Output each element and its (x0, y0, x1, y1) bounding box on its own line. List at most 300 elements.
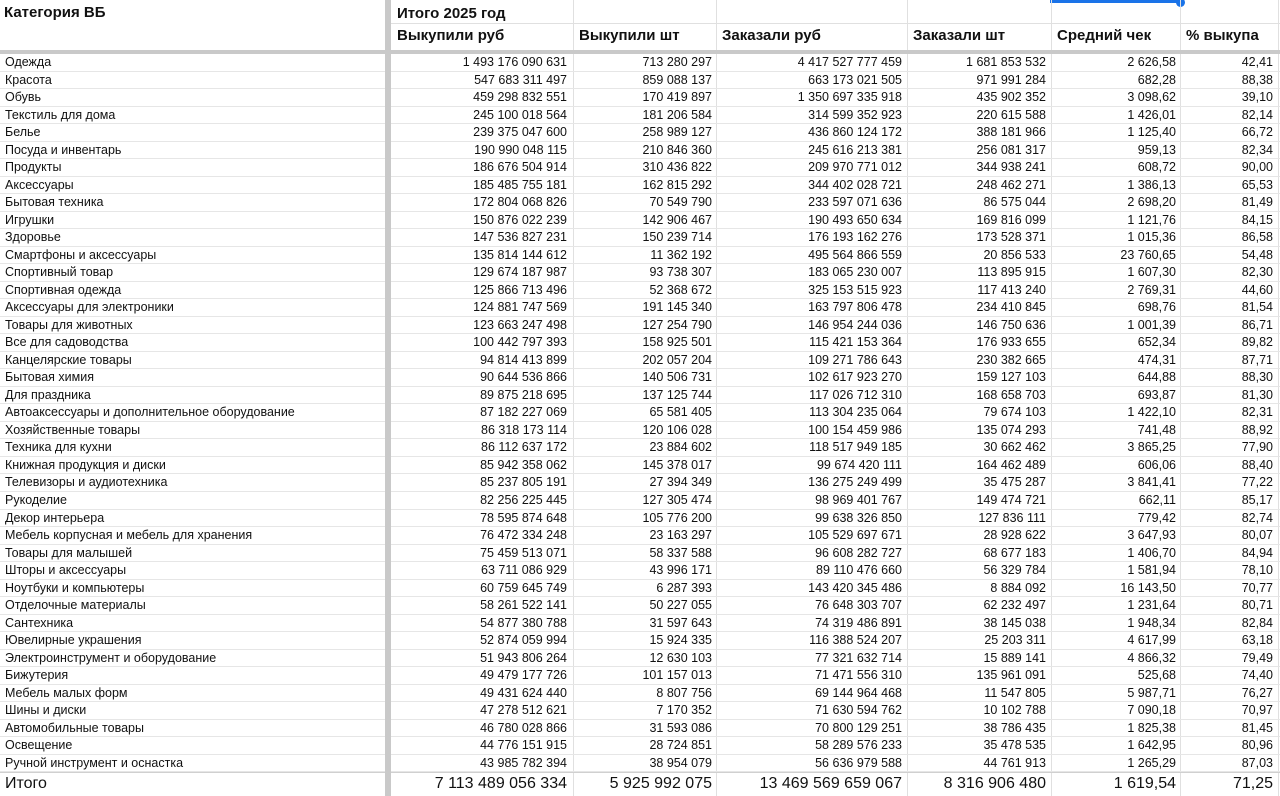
row-bought-pcs[interactable]: 142 906 467 (642, 212, 712, 227)
row-ordered-pcs[interactable]: 135 961 091 (976, 668, 1046, 683)
row-bought-pcs[interactable]: 258 989 127 (642, 125, 712, 140)
row-avg-check[interactable]: 4 617,99 (1127, 633, 1176, 648)
row-ordered-pcs[interactable]: 220 615 588 (976, 107, 1046, 122)
row-ordered-rub[interactable]: 183 065 230 007 (808, 265, 902, 280)
row-bought-rub[interactable]: 239 375 047 600 (473, 125, 567, 140)
row-bought-pcs[interactable]: 127 305 474 (642, 493, 712, 507)
table-row[interactable] (0, 264, 1280, 282)
row-buyout-percent[interactable]: 88,38 (1241, 72, 1273, 87)
row-ordered-rub[interactable]: 4 417 527 777 459 (797, 55, 902, 69)
table-row[interactable] (0, 177, 1280, 195)
row-avg-check[interactable]: 652,34 (1137, 335, 1176, 350)
row-category[interactable]: Хозяйственные товары (5, 422, 141, 437)
row-bought-pcs[interactable]: 170 419 897 (642, 90, 712, 105)
row-ordered-rub[interactable]: 77 321 632 714 (815, 650, 902, 665)
row-ordered-rub[interactable]: 344 402 028 721 (808, 177, 902, 192)
row-avg-check[interactable]: 474,31 (1137, 352, 1176, 367)
row-avg-check[interactable]: 525,68 (1137, 668, 1176, 683)
row-category[interactable]: Канцелярские товары (5, 352, 132, 367)
row-avg-check[interactable]: 16 143,50 (1120, 580, 1176, 595)
column-header-buyout-percent[interactable]: % выкупа (1186, 27, 1259, 44)
column-header-ordered-pcs[interactable]: Заказали шт (913, 27, 1006, 44)
table-row[interactable] (0, 492, 1280, 510)
row-bought-pcs[interactable]: 120 106 028 (642, 422, 712, 437)
table-row[interactable] (0, 317, 1280, 335)
row-ordered-rub[interactable]: 1 350 697 335 918 (797, 90, 902, 105)
row-buyout-percent[interactable]: 54,48 (1241, 247, 1273, 262)
row-bought-pcs[interactable]: 7 170 352 (656, 703, 712, 718)
row-buyout-percent[interactable]: 79,49 (1241, 650, 1273, 665)
row-avg-check[interactable]: 3 098,62 (1127, 90, 1176, 105)
table-row[interactable] (0, 632, 1280, 650)
row-bought-pcs[interactable]: 23 884 602 (649, 440, 712, 455)
row-ordered-rub[interactable]: 69 144 964 468 (815, 685, 902, 700)
row-buyout-percent[interactable]: 77,22 (1241, 475, 1273, 490)
row-ordered-rub[interactable]: 118 517 949 185 (809, 440, 902, 455)
row-buyout-percent[interactable]: 80,71 (1241, 598, 1273, 613)
row-avg-check[interactable]: 693,87 (1137, 387, 1176, 402)
row-avg-check[interactable]: 1 825,38 (1127, 720, 1176, 735)
column-header-bought-pcs[interactable]: Выкупили шт (579, 27, 680, 44)
row-bought-rub[interactable]: 63 711 086 929 (481, 563, 567, 578)
row-bought-rub[interactable]: 87 182 227 069 (480, 405, 567, 420)
row-bought-pcs[interactable]: 12 630 103 (649, 650, 712, 665)
row-ordered-pcs[interactable]: 127 836 111 (978, 510, 1046, 525)
row-buyout-percent[interactable]: 81,45 (1241, 720, 1273, 735)
row-bought-rub[interactable]: 49 431 624 440 (480, 685, 567, 700)
row-avg-check[interactable]: 1 422,10 (1127, 405, 1176, 420)
total-row[interactable] (0, 772, 1280, 796)
row-buyout-percent[interactable]: 77,90 (1241, 440, 1273, 455)
row-ordered-pcs[interactable]: 35 478 535 (983, 738, 1046, 753)
row-avg-check[interactable]: 1 386,13 (1127, 177, 1176, 192)
row-ordered-rub[interactable]: 99 638 326 850 (815, 510, 902, 525)
table-row[interactable] (0, 194, 1280, 212)
row-buyout-percent[interactable]: 86,71 (1241, 317, 1273, 332)
row-ordered-pcs[interactable]: 248 462 271 (976, 177, 1046, 192)
row-bought-rub[interactable]: 125 866 713 496 (473, 282, 567, 297)
row-avg-check[interactable]: 608,72 (1137, 160, 1176, 175)
row-avg-check[interactable]: 1 125,40 (1127, 125, 1176, 140)
row-bought-pcs[interactable]: 310 436 822 (642, 160, 712, 175)
row-bought-rub[interactable]: 245 100 018 564 (473, 107, 567, 122)
row-ordered-pcs[interactable]: 256 081 317 (976, 142, 1046, 157)
table-row[interactable] (0, 159, 1280, 177)
table-row[interactable] (0, 685, 1280, 703)
row-avg-check[interactable]: 1 642,95 (1127, 738, 1176, 753)
row-bought-rub[interactable]: 43 985 782 394 (480, 755, 567, 770)
row-bought-pcs[interactable]: 713 280 297 (642, 55, 712, 69)
row-category[interactable]: Для праздника (5, 387, 91, 402)
row-bought-rub[interactable]: 60 759 645 749 (480, 580, 567, 595)
row-ordered-rub[interactable]: 109 271 786 643 (808, 352, 902, 367)
row-bought-pcs[interactable]: 202 057 204 (642, 352, 712, 367)
row-bought-pcs[interactable]: 6 287 393 (656, 580, 712, 595)
row-category[interactable]: Обувь (5, 90, 42, 105)
row-bought-rub[interactable]: 58 261 522 141 (480, 598, 567, 613)
row-avg-check[interactable]: 3 865,25 (1127, 440, 1176, 455)
table-row[interactable] (0, 299, 1280, 317)
row-bought-rub[interactable]: 190 990 048 115 (474, 142, 567, 157)
row-bought-pcs[interactable]: 137 125 744 (642, 387, 712, 402)
row-bought-rub[interactable]: 135 814 144 612 (473, 247, 567, 262)
row-bought-pcs[interactable]: 31 593 086 (649, 720, 712, 735)
row-ordered-rub[interactable]: 495 564 866 559 (808, 247, 902, 262)
table-row[interactable] (0, 247, 1280, 265)
row-category[interactable]: Бытовая химия (5, 370, 94, 385)
row-buyout-percent[interactable]: 39,10 (1241, 90, 1273, 105)
table-row[interactable] (0, 457, 1280, 475)
row-bought-rub[interactable]: 124 881 747 569 (473, 300, 567, 315)
row-ordered-rub[interactable]: 96 608 282 727 (815, 545, 902, 560)
row-avg-check[interactable]: 1 581,94 (1127, 563, 1176, 578)
row-ordered-rub[interactable]: 176 193 162 276 (808, 230, 902, 245)
row-buyout-percent[interactable]: 84,94 (1241, 545, 1273, 560)
row-ordered-rub[interactable]: 102 617 923 270 (808, 370, 902, 385)
row-bought-pcs[interactable]: 70 549 790 (649, 195, 712, 210)
row-ordered-rub[interactable]: 89 110 476 660 (816, 563, 902, 578)
row-ordered-rub[interactable]: 76 648 303 707 (815, 598, 902, 613)
row-bought-pcs[interactable]: 58 337 588 (649, 545, 712, 560)
row-buyout-percent[interactable]: 82,34 (1241, 142, 1273, 157)
row-ordered-rub[interactable]: 436 860 124 172 (808, 125, 902, 140)
row-ordered-pcs[interactable]: 388 181 966 (976, 125, 1046, 140)
row-buyout-percent[interactable]: 88,92 (1241, 422, 1273, 437)
row-ordered-rub[interactable]: 100 154 459 986 (808, 422, 902, 437)
row-bought-rub[interactable]: 459 298 832 551 (473, 90, 567, 105)
row-category[interactable]: Рукоделие (5, 493, 67, 507)
row-ordered-rub[interactable]: 143 420 345 486 (808, 580, 902, 595)
row-buyout-percent[interactable]: 80,07 (1241, 528, 1273, 543)
row-bought-pcs[interactable]: 145 378 017 (642, 457, 712, 472)
row-bought-pcs[interactable]: 162 815 292 (642, 177, 712, 192)
row-avg-check[interactable]: 1 121,76 (1127, 212, 1176, 227)
row-bought-pcs[interactable]: 191 145 340 (642, 300, 712, 315)
row-category[interactable]: Все для садоводства (5, 335, 129, 350)
row-avg-check[interactable]: 682,28 (1137, 72, 1176, 87)
row-bought-rub[interactable]: 76 472 334 248 (480, 528, 567, 543)
row-avg-check[interactable]: 1 001,39 (1127, 317, 1176, 332)
row-category[interactable]: Шины и диски (5, 703, 87, 718)
row-avg-check[interactable]: 1 948,34 (1127, 615, 1176, 630)
row-buyout-percent[interactable]: 85,17 (1241, 493, 1273, 507)
row-ordered-rub[interactable]: 56 636 979 588 (815, 755, 902, 770)
table-row[interactable] (0, 229, 1280, 247)
row-ordered-pcs[interactable]: 117 413 240 (977, 282, 1046, 297)
row-ordered-pcs[interactable]: 8 884 092 (990, 580, 1046, 595)
row-category[interactable]: Товары для животных (5, 317, 133, 332)
row-ordered-pcs[interactable]: 28 928 622 (983, 528, 1046, 543)
row-buyout-percent[interactable]: 87,71 (1241, 352, 1273, 367)
row-ordered-pcs[interactable]: 38 786 435 (983, 720, 1046, 735)
row-ordered-pcs[interactable]: 44 761 913 (983, 755, 1046, 770)
row-bought-rub[interactable]: 78 595 874 648 (480, 510, 567, 525)
row-buyout-percent[interactable]: 81,30 (1241, 387, 1273, 402)
row-bought-rub[interactable]: 89 875 218 695 (480, 387, 567, 402)
row-buyout-percent[interactable]: 89,82 (1241, 335, 1273, 350)
row-avg-check[interactable]: 1 015,36 (1127, 230, 1176, 245)
row-bought-pcs[interactable]: 859 088 137 (642, 72, 712, 87)
table-row[interactable] (0, 667, 1280, 685)
row-ordered-rub[interactable]: 314 599 352 923 (808, 107, 902, 122)
row-ordered-pcs[interactable]: 164 462 489 (976, 457, 1046, 472)
row-bought-pcs[interactable]: 181 206 584 (642, 107, 712, 122)
row-bought-rub[interactable]: 186 676 504 914 (473, 160, 567, 175)
row-avg-check[interactable]: 1 265,29 (1127, 755, 1176, 770)
row-avg-check[interactable]: 741,48 (1137, 422, 1176, 437)
row-buyout-percent[interactable]: 63,18 (1241, 633, 1273, 648)
row-bought-rub[interactable]: 129 674 187 987 (473, 265, 567, 280)
row-bought-rub[interactable]: 44 776 151 915 (480, 738, 567, 753)
row-category[interactable]: Здоровье (5, 230, 61, 245)
row-avg-check[interactable]: 23 760,65 (1120, 247, 1176, 262)
row-buyout-percent[interactable]: 66,72 (1241, 125, 1273, 140)
row-category[interactable]: Автоаксессуары и дополнительное оборудование (5, 405, 295, 420)
row-bought-rub[interactable]: 123 663 247 498 (473, 317, 567, 332)
row-bought-rub[interactable]: 49 479 177 726 (480, 668, 567, 683)
row-buyout-percent[interactable]: 81,54 (1241, 300, 1273, 315)
row-buyout-percent[interactable]: 76,27 (1241, 685, 1273, 700)
row-bought-rub[interactable]: 86 112 637 172 (481, 440, 567, 455)
row-category[interactable]: Освещение (5, 738, 73, 753)
row-ordered-rub[interactable]: 325 153 515 923 (808, 282, 902, 297)
table-row[interactable] (0, 597, 1280, 615)
row-bought-rub[interactable]: 100 442 797 393 (473, 335, 567, 350)
row-category[interactable]: Книжная продукция и диски (5, 457, 166, 472)
table-row[interactable] (0, 54, 1280, 72)
row-bought-rub[interactable]: 46 780 028 866 (480, 720, 567, 735)
row-category[interactable]: Игрушки (5, 212, 55, 227)
row-ordered-pcs[interactable]: 435 902 352 (976, 90, 1046, 105)
row-category[interactable]: Спортивная одежда (5, 282, 122, 297)
row-category[interactable]: Продукты (5, 160, 62, 175)
row-category[interactable]: Спортивный товар (5, 265, 114, 280)
row-bought-rub[interactable]: 47 278 512 621 (480, 703, 567, 718)
row-bought-rub[interactable]: 547 683 311 497 (474, 72, 567, 87)
row-bought-rub[interactable]: 54 877 380 788 (480, 615, 567, 630)
column-header-bought-rub[interactable]: Выкупили руб (397, 27, 505, 44)
table-row[interactable] (0, 107, 1280, 125)
row-ordered-rub[interactable]: 113 304 235 064 (809, 405, 902, 420)
table-row[interactable] (0, 352, 1280, 370)
row-ordered-pcs[interactable]: 20 856 533 (983, 247, 1046, 262)
table-row[interactable] (0, 439, 1280, 457)
table-row[interactable] (0, 545, 1280, 563)
row-avg-check[interactable]: 7 090,18 (1127, 703, 1176, 718)
row-buyout-percent[interactable]: 70,97 (1241, 703, 1273, 718)
row-ordered-rub[interactable]: 98 969 401 767 (815, 493, 902, 507)
row-category[interactable]: Белье (5, 125, 41, 140)
row-category[interactable]: Телевизоры и аудиотехника (5, 475, 168, 490)
row-bought-rub[interactable]: 172 804 068 826 (473, 195, 567, 210)
row-avg-check[interactable]: 959,13 (1137, 142, 1176, 157)
row-category[interactable]: Декор интерьера (5, 510, 105, 525)
row-bought-rub[interactable]: 90 644 536 866 (480, 370, 567, 385)
row-ordered-pcs[interactable]: 344 938 241 (976, 160, 1046, 175)
row-buyout-percent[interactable]: 82,14 (1241, 107, 1273, 122)
row-category[interactable]: Текстиль для дома (5, 107, 116, 122)
row-bought-pcs[interactable]: 50 227 055 (649, 598, 712, 613)
row-buyout-percent[interactable]: 65,53 (1241, 177, 1273, 192)
table-row[interactable] (0, 369, 1280, 387)
row-category[interactable]: Ноутбуки и компьютеры (5, 580, 145, 595)
table-row[interactable] (0, 527, 1280, 545)
row-ordered-rub[interactable]: 163 797 806 478 (808, 300, 902, 315)
row-bought-rub[interactable]: 82 256 225 445 (480, 493, 567, 507)
row-ordered-pcs[interactable]: 971 991 284 (976, 72, 1046, 87)
row-ordered-pcs[interactable]: 234 410 845 (976, 300, 1046, 315)
row-ordered-rub[interactable]: 105 529 697 671 (808, 528, 902, 543)
table-row[interactable] (0, 334, 1280, 352)
row-avg-check[interactable]: 606,06 (1137, 457, 1176, 472)
table-row[interactable] (0, 720, 1280, 738)
row-ordered-rub[interactable]: 136 275 249 499 (808, 475, 902, 490)
table-row[interactable] (0, 89, 1280, 107)
row-bought-pcs[interactable]: 27 394 349 (649, 475, 712, 490)
row-ordered-pcs[interactable]: 173 528 371 (976, 230, 1046, 245)
row-category[interactable]: Отделочные материалы (5, 598, 146, 613)
row-bought-pcs[interactable]: 101 157 013 (642, 668, 712, 683)
table-row[interactable] (0, 755, 1280, 773)
row-ordered-pcs[interactable]: 10 102 788 (983, 703, 1046, 718)
row-bought-pcs[interactable]: 140 506 731 (642, 370, 712, 385)
row-bought-pcs[interactable]: 31 597 643 (649, 615, 712, 630)
table-row[interactable] (0, 580, 1280, 598)
row-avg-check[interactable]: 2 626,58 (1127, 55, 1176, 69)
row-category[interactable]: Аксессуары для электроники (5, 300, 174, 315)
row-bought-pcs[interactable]: 8 807 756 (656, 685, 712, 700)
row-ordered-pcs[interactable]: 146 750 636 (976, 317, 1046, 332)
row-ordered-rub[interactable]: 117 026 712 310 (809, 387, 902, 402)
column-header-ordered-rub[interactable]: Заказали руб (722, 27, 821, 44)
row-ordered-pcs[interactable]: 15 889 141 (983, 650, 1046, 665)
row-bought-pcs[interactable]: 15 924 335 (649, 633, 712, 648)
row-bought-pcs[interactable]: 28 724 851 (649, 738, 712, 753)
row-bought-rub[interactable]: 75 459 513 071 (480, 545, 567, 560)
row-ordered-pcs[interactable]: 56 329 784 (983, 563, 1046, 578)
row-bought-pcs[interactable]: 65 581 405 (649, 405, 712, 420)
row-ordered-pcs[interactable]: 79 674 103 (983, 405, 1046, 420)
row-ordered-rub[interactable]: 70 800 129 251 (815, 720, 902, 735)
row-avg-check[interactable]: 5 987,71 (1127, 685, 1176, 700)
row-bought-pcs[interactable]: 43 996 171 (649, 563, 712, 578)
table-row[interactable] (0, 404, 1280, 422)
column-header-avg-check[interactable]: Средний чек (1057, 27, 1152, 44)
row-bought-rub[interactable]: 185 485 755 181 (473, 177, 567, 192)
row-avg-check[interactable]: 662,11 (1138, 493, 1176, 507)
row-avg-check[interactable]: 1 231,64 (1127, 598, 1176, 613)
row-avg-check[interactable]: 3 647,93 (1127, 528, 1176, 543)
row-ordered-rub[interactable]: 74 319 486 891 (815, 615, 902, 630)
row-avg-check[interactable]: 698,76 (1137, 300, 1176, 315)
row-bought-rub[interactable]: 147 536 827 231 (473, 230, 567, 245)
row-avg-check[interactable]: 2 769,31 (1127, 282, 1176, 297)
row-buyout-percent[interactable]: 44,60 (1241, 282, 1273, 297)
frozen-column-divider[interactable] (385, 0, 391, 796)
table-row[interactable] (0, 737, 1280, 755)
row-category[interactable]: Ювелирные украшения (5, 633, 142, 648)
row-ordered-rub[interactable]: 663 173 021 505 (808, 72, 902, 87)
row-buyout-percent[interactable]: 42,41 (1241, 55, 1273, 69)
row-ordered-pcs[interactable]: 62 232 497 (983, 598, 1046, 613)
row-bought-pcs[interactable]: 11 362 192 (650, 247, 712, 262)
table-row[interactable] (0, 282, 1280, 300)
row-buyout-percent[interactable]: 84,15 (1241, 212, 1273, 227)
table-row[interactable] (0, 615, 1280, 633)
row-ordered-rub[interactable]: 190 493 650 634 (808, 212, 902, 227)
row-category[interactable]: Мебель корпусная и мебель для хранения (5, 528, 253, 543)
row-bought-pcs[interactable]: 38 954 079 (649, 755, 712, 770)
row-buyout-percent[interactable]: 90,00 (1241, 160, 1273, 175)
row-buyout-percent[interactable]: 87,03 (1241, 755, 1273, 770)
row-buyout-percent[interactable]: 78,10 (1241, 563, 1273, 578)
row-buyout-percent[interactable]: 82,31 (1241, 405, 1273, 420)
row-bought-pcs[interactable]: 150 239 714 (642, 230, 712, 245)
table-row[interactable] (0, 562, 1280, 580)
group-header[interactable]: Итого 2025 год (397, 5, 506, 22)
row-bought-rub[interactable]: 1 493 176 090 631 (462, 55, 567, 69)
row-category[interactable]: Красота (5, 72, 52, 87)
table-row[interactable] (0, 510, 1280, 528)
row-ordered-pcs[interactable]: 11 547 805 (984, 685, 1046, 700)
row-category[interactable]: Бижутерия (5, 668, 69, 683)
row-category[interactable]: Посуда и инвентарь (5, 142, 122, 157)
row-category[interactable]: Мебель малых форм (5, 685, 128, 700)
row-bought-pcs[interactable]: 158 925 501 (642, 335, 712, 350)
row-ordered-pcs[interactable]: 168 658 703 (976, 387, 1046, 402)
row-buyout-percent[interactable]: 86,58 (1241, 230, 1273, 245)
row-avg-check[interactable]: 779,42 (1137, 510, 1176, 525)
row-bought-pcs[interactable]: 127 254 790 (642, 317, 712, 332)
row-buyout-percent[interactable]: 80,96 (1241, 738, 1273, 753)
row-bought-rub[interactable]: 150 876 022 239 (473, 212, 567, 227)
row-bought-pcs[interactable]: 210 846 360 (642, 142, 712, 157)
row-category[interactable]: Аксессуары (5, 177, 74, 192)
row-ordered-pcs[interactable]: 113 895 915 (977, 265, 1046, 280)
row-category[interactable]: Ручной инструмент и оснастка (5, 755, 184, 770)
row-ordered-rub[interactable]: 209 970 771 012 (808, 160, 902, 175)
row-ordered-rub[interactable]: 146 954 244 036 (808, 317, 902, 332)
row-category[interactable]: Бытовая техника (5, 195, 104, 210)
table-row[interactable] (0, 142, 1280, 160)
row-ordered-rub[interactable]: 99 674 420 111 (816, 457, 902, 472)
row-ordered-pcs[interactable]: 230 382 665 (976, 352, 1046, 367)
row-bought-rub[interactable]: 51 943 806 264 (480, 650, 567, 665)
row-category[interactable]: Одежда (5, 55, 52, 69)
row-avg-check[interactable]: 4 866,32 (1127, 650, 1176, 665)
row-bought-rub[interactable]: 94 814 413 899 (480, 352, 567, 367)
row-buyout-percent[interactable]: 88,30 (1241, 370, 1273, 385)
row-category[interactable]: Смартфоны и аксессуары (5, 247, 157, 262)
row-ordered-pcs[interactable]: 159 127 103 (976, 370, 1046, 385)
row-ordered-pcs[interactable]: 149 474 721 (976, 493, 1046, 507)
row-bought-rub[interactable]: 52 874 059 994 (480, 633, 567, 648)
row-bought-rub[interactable]: 86 318 173 114 (481, 422, 567, 437)
row-buyout-percent[interactable]: 70,77 (1241, 580, 1273, 595)
row-category[interactable]: Автомобильные товары (5, 720, 144, 735)
row-bought-pcs[interactable]: 105 776 200 (642, 510, 712, 525)
row-category[interactable]: Товары для малышей (5, 545, 133, 560)
row-avg-check[interactable]: 1 426,01 (1127, 107, 1176, 122)
row-buyout-percent[interactable]: 81,49 (1241, 195, 1273, 210)
table-row[interactable] (0, 72, 1280, 90)
row-ordered-pcs[interactable]: 38 145 038 (983, 615, 1046, 630)
row-ordered-pcs[interactable]: 35 475 287 (983, 475, 1046, 490)
row-avg-check[interactable]: 2 698,20 (1127, 195, 1176, 210)
row-avg-check[interactable]: 1 607,30 (1127, 265, 1176, 280)
row-ordered-pcs[interactable]: 1 681 853 532 (966, 55, 1046, 69)
row-ordered-pcs[interactable]: 135 074 293 (976, 422, 1046, 437)
